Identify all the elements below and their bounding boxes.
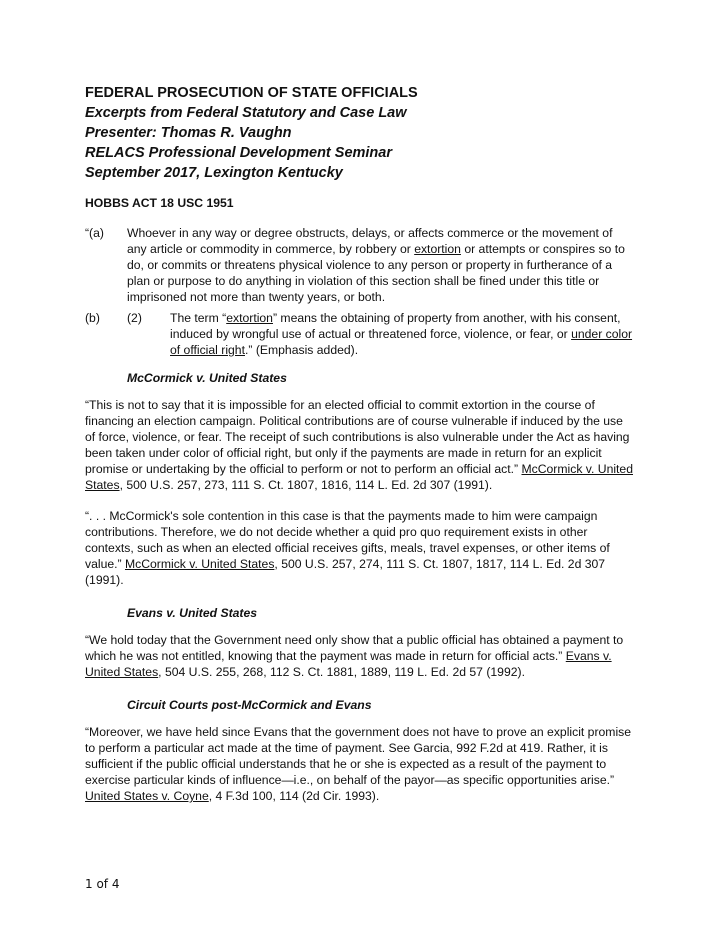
subsection-b2-text-part3: .” (Emphasis added). — [244, 343, 359, 357]
evans-quote — [85, 632, 633, 680]
mccormick-citation-1: McCormick v. United States — [85, 462, 633, 492]
mccormick-citation-2-tail: , 500 U.S. 257, 274, 111 S. Ct. 1807, 1817, 114 L. Ed. 2d 307 (1991). — [85, 557, 606, 587]
subsection-a-text-part1: Whoever in any way or degree obstructs, delays, or affects commerce or the movement of any article or commodity in commerce, by robbery or — [127, 226, 613, 256]
statute-subsection-b2 — [85, 310, 633, 358]
coyne-quote — [85, 724, 633, 804]
coyne-quote-text: “Moreover, we have held since Evans that the government does not have to prove an explicit promise to perform a particular act made at the time of payment. See Garcia, 992 F.2d at 419. Rather, it is sufficient if the public official understands that he or she is expected as a result of the payment to exercise particular kinds of influence—i.e., on behalf of the payor—as specific opportunities arise.” — [85, 725, 632, 787]
mccormick-quote-1 — [85, 397, 633, 493]
date-location-line: September 2017, Lexington Kentucky — [85, 165, 343, 181]
evans-citation-tail: , 504 U.S. 255, 268, 112 S. Ct. 1881, 1889, 119 L. Ed. 2d 57 (1992). — [158, 665, 525, 679]
mccormick-quote-2-text: “. . . McCormick's sole contention in this case is that the payments made to him were campaign contributions. Therefore, we do not decide whether a quid pro quo requirement exists in other contexts, such as when an elected official receives gifts, meals, travel expenses, or other items of value.” — [85, 509, 610, 571]
coyne-citation-tail: , 4 F.3d 100, 114 (2d Cir. 1993). — [208, 789, 380, 803]
document-header — [85, 83, 645, 183]
seminar-line: RELACS Professional Development Seminar — [85, 145, 392, 161]
document-title: FEDERAL PROSECUTION OF STATE OFFICIALS — [85, 85, 418, 101]
subsection-2-label: (2) — [127, 311, 142, 325]
evans-heading: Evans v. United States — [127, 606, 258, 620]
document-body — [85, 195, 633, 819]
subsection-a-label: “(a) — [85, 226, 104, 240]
evans-quote-text: “We hold today that the Government need only show that a public official has obtained a payment to which he was not entitled, knowing that the payment was made in return for official acts.” — [85, 633, 624, 663]
page-number: 1 of 4 — [85, 877, 120, 891]
mccormick-quote-1-text: “This is not to say that it is impossible for an elected official to commit extortion in the course of financing an election campaign. Political contributions are of course vulnerable if induced by the use of force, violence, or fear. The receipt of such contributions is also vulnerable under the Act as having been taken under color of official right, but only if the payments are made in return for an explicit promise or undertaking by the official to perform or not to perform an official act.” — [85, 398, 630, 476]
mccormick-quote-2 — [85, 508, 633, 588]
coyne-citation: United States v. Coyne — [85, 789, 209, 803]
presenter-line: Presenter: Thomas R. Vaughn — [85, 125, 292, 141]
mccormick-citation-1-tail: , 500 U.S. 257, 273, 111 S. Ct. 1807, 1816, 114 L. Ed. 2d 307 (1991). — [119, 478, 493, 492]
hobbs-act-heading: HOBBS ACT 18 USC 1951 — [85, 196, 234, 210]
mccormick-citation-2: McCormick v. United States — [124, 557, 275, 571]
document-subtitle: Excerpts from Federal Statutory and Case Law — [85, 105, 407, 121]
subsection-b-label: (b) — [85, 311, 100, 325]
color-of-official-right-underlined: under color of official right — [170, 327, 633, 357]
subsection-a-text-part2: or attempts or conspires so to do, or commits or threatens physical violence to any person or property in furtherance of a plan or purpose to do anything in violation of this section shall be fined under this title or imprisoned not more than twenty years, or both. — [127, 242, 625, 304]
subsection-b2-text-part1: The term “ — [170, 311, 227, 325]
mccormick-heading: McCormick v. United States — [127, 371, 287, 385]
statute-subsection-a — [85, 225, 633, 305]
subsection-b2-text-part2: ” means the obtaining of property from another, with his consent, induced by wrongful use of actual or threatened force, violence, or fear, or — [170, 311, 621, 341]
extortion-definition-underlined: extortion — [226, 311, 273, 325]
extortion-underlined: extortion — [414, 242, 461, 256]
evans-citation: Evans v. United States — [85, 649, 612, 679]
circuit-courts-heading: Circuit Courts post-McCormick and Evans — [127, 698, 372, 712]
subsection-b2-text — [170, 310, 633, 358]
subsection-a-text — [127, 225, 633, 305]
